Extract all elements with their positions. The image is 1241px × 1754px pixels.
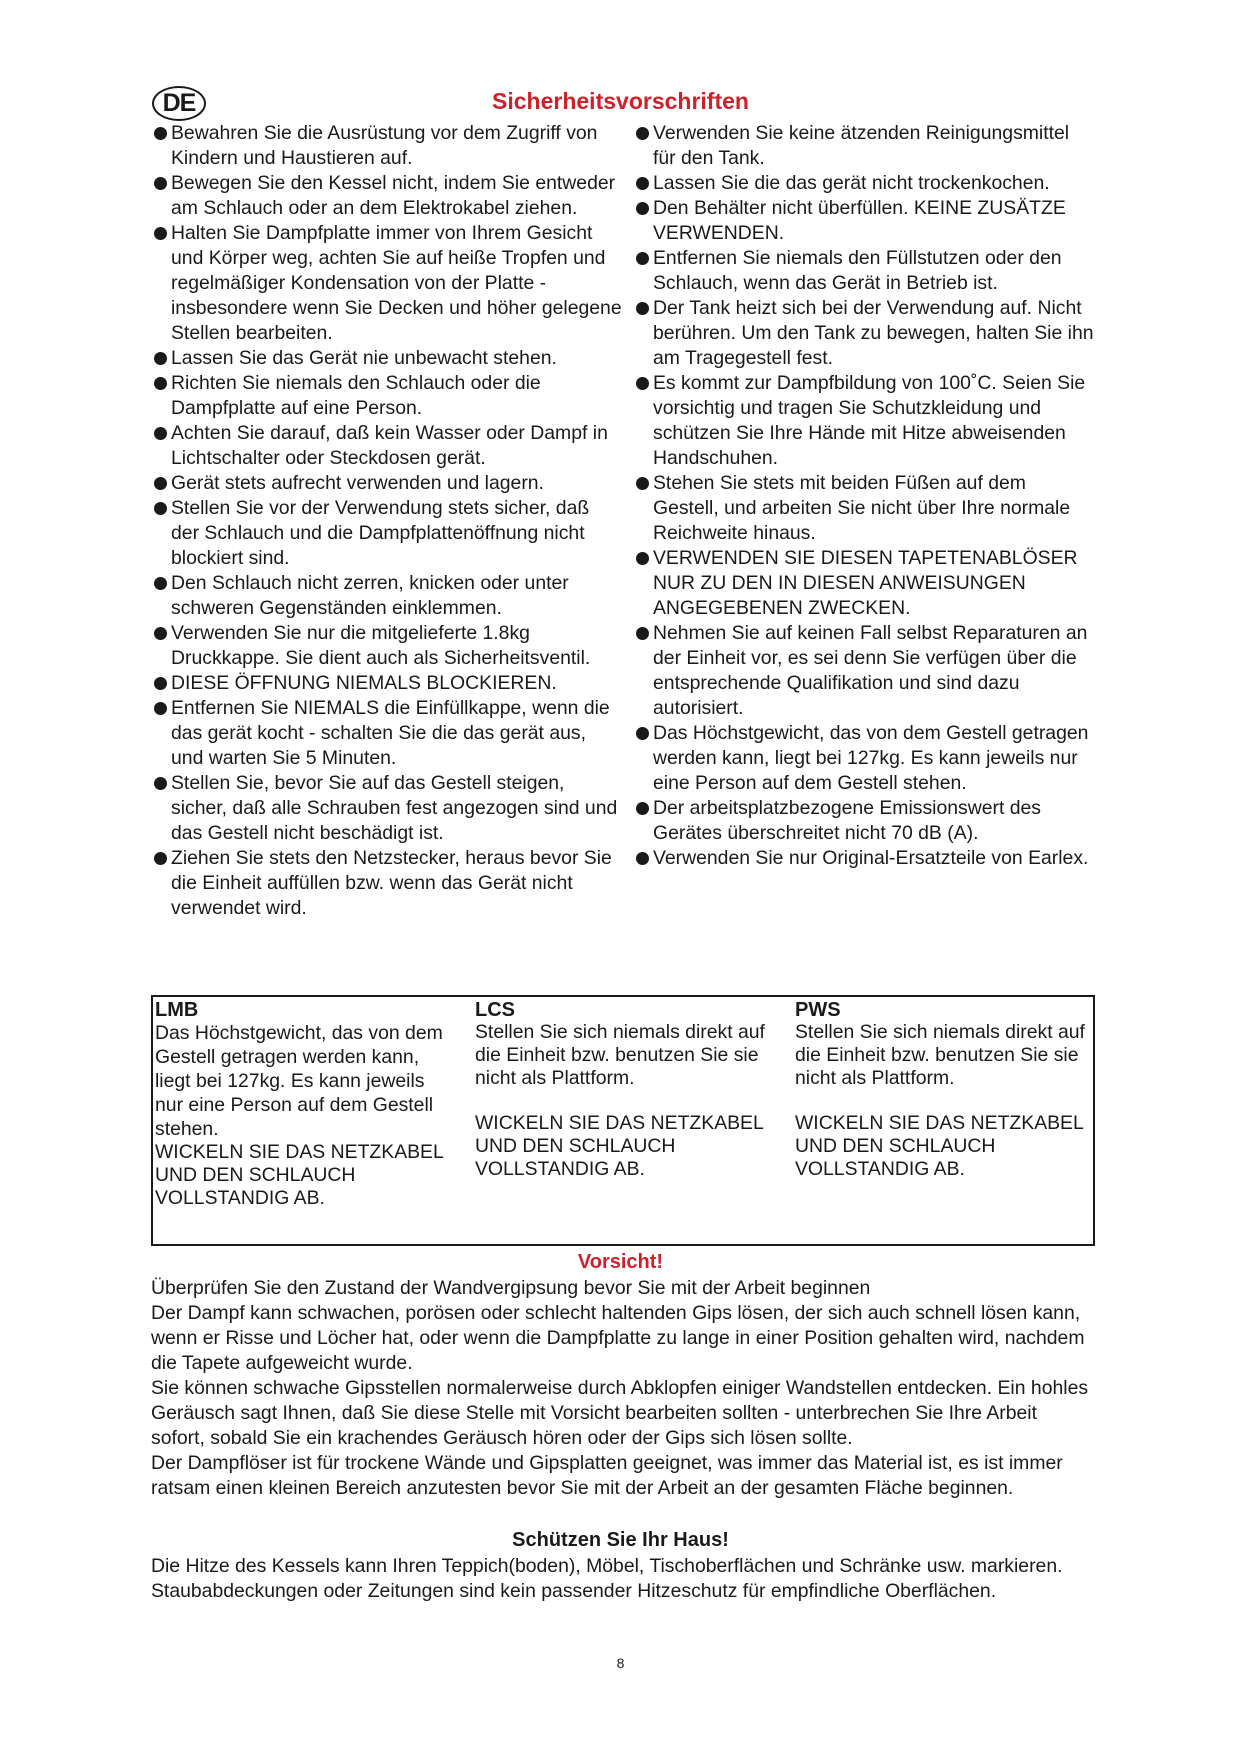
list-item: Halten Sie Dampfplatte immer von Ihrem Gesicht und Körper weg, achten Sie auf heiße Tropfen und regelmäßiger Kondensation von der Platte - insbesondere wenn Sie Decken und höher gelegene Stellen bearbeiten.	[152, 221, 622, 346]
list-item: Der arbeitsplatzbezogene Emissionswert des Gerätes überschreitet nicht 70 dB (A).	[634, 796, 1094, 846]
model-column-lcs	[475, 999, 775, 1181]
list-item: VERWENDEN SIE DIESEN TAPETENABLÖSER NUR ZU DEN IN DIESEN ANWEISUNGEN ANGEGEBENEN ZWECKEN.	[634, 546, 1094, 621]
list-item: Nehmen Sie auf keinen Fall selbst Reparaturen an der Einheit vor, es sei denn Sie verfügen über die entsprechende Qualifikation und sind dazu autorisiert.	[634, 621, 1094, 721]
model-column-pws	[795, 999, 1095, 1181]
paragraph: Der Dampflöser ist für trockene Wände und Gipsplatten geeignet, was immer das Material ist, es ist immer ratsam einen kleinen Bereich anzutesten bevor Sie mit der Arbeit an der gesamten Fläche beginnen.	[151, 1452, 1063, 1499]
model-note: Stellen Sie sich niemals direkt auf die Einheit bzw. benutzen Sie sie nicht als Plattform.	[795, 1021, 1085, 1089]
page-title: Sicherheitsvorschriften	[492, 88, 749, 114]
model-heading: LMB	[155, 999, 199, 1021]
paragraph: Staubabdeckungen oder Zeitungen sind kein passender Hitzeschutz für empfindliche Oberflächen.	[151, 1580, 997, 1602]
list-item: Verwenden Sie nur Original-Ersatzteile von Earlex.	[634, 846, 1094, 871]
list-item: Richten Sie niemals den Schlauch oder die Dampfplatte auf eine Person.	[152, 371, 622, 421]
list-item: Lassen Sie das Gerät nie unbewacht stehen.	[152, 346, 622, 371]
protect-heading: Schützen Sie Ihr Haus!	[512, 1529, 729, 1551]
model-warning: WICKELN SIE DAS NETZKABEL UND DEN SCHLAUCH VOLLSTANDIG AB.	[795, 1112, 1084, 1180]
paragraph: Überprüfen Sie den Zustand der Wandvergipsung bevor Sie mit der Arbeit beginnen	[151, 1277, 871, 1299]
list-item: Es kommt zur Dampfbildung von 100˚C. Seien Sie vorsichtig und tragen Sie Schutzkleidung und schützen Sie Ihre Hände mit Hitze abweisenden Handschuhen.	[634, 371, 1094, 471]
list-item: Verwenden Sie nur die mitgelieferte 1.8kg Druckkappe. Sie dient auch als Sicherheitsventil.	[152, 621, 622, 671]
model-warning: WICKELN SIE DAS NETZKABEL UND DEN SCHLAUCH VOLLSTANDIG AB.	[155, 1141, 444, 1209]
list-item: Stellen Sie, bevor Sie auf das Gestell steigen, sicher, daß alle Schrauben fest angezogen sind und das Gestell nicht beschädigt ist.	[152, 771, 622, 846]
paragraph: Sie können schwache Gipsstellen normalerweise durch Abklopfen einiger Wandstellen entdecken. Ein hohles Geräusch sagt Ihnen, daß Sie diese Stelle mit Vorsicht bearbeiten sollten - unterbrechen Sie Ihre Arbeit sofort, sobald Sie ein krachendes Geräusch hören oder der Gips sich lösen sollte.	[151, 1377, 1089, 1449]
paragraph: Die Hitze des Kessels kann Ihren Teppich(boden), Möbel, Tischoberflächen und Schränke usw. markieren.	[151, 1555, 1063, 1577]
list-item: Bewegen Sie den Kessel nicht, indem Sie entweder am Schlauch oder an dem Elektrokabel ziehen.	[152, 171, 622, 221]
model-note: Stellen Sie sich niemals direkt auf die Einheit bzw. benutzen Sie sie nicht als Plattform.	[475, 1021, 765, 1089]
list-item: Bewahren Sie die Ausrüstung vor dem Zugriff von Kindern und Haustieren auf.	[152, 121, 622, 171]
safety-list-left	[152, 121, 622, 921]
list-item: Verwenden Sie keine ätzenden Reinigungsmittel für den Tank.	[634, 121, 1094, 171]
model-note: Das Höchstgewicht, das von dem Gestell getragen werden kann, liegt bei 127kg. Es kann jeweils nur eine Person auf dem Gestell stehen.	[155, 1022, 443, 1140]
list-item: Den Schlauch nicht zerren, knicken oder unter schweren Gegenständen einklemmen.	[152, 571, 622, 621]
list-item: Stehen Sie stets mit beiden Füßen auf dem Gestell, und arbeiten Sie nicht über Ihre normale Reichweite hinaus.	[634, 471, 1094, 546]
protect-text	[151, 1554, 1091, 1604]
list-item: Stellen Sie vor der Verwendung stets sicher, daß der Schlauch und die Dampfplattenöffnung nicht blockiert sind.	[152, 496, 622, 571]
list-item: Der Tank heizt sich bei der Verwendung auf. Nicht berühren. Um den Tank zu bewegen, halten Sie ihn am Tragegestell fest.	[634, 296, 1094, 371]
page-number: 8	[616, 1655, 625, 1671]
caution-heading: Vorsicht!	[577, 1251, 664, 1273]
language-badge: DE	[152, 86, 206, 121]
list-item: Achten Sie darauf, daß kein Wasser oder Dampf in Lichtschalter oder Steckdosen gerät.	[152, 421, 622, 471]
paragraph: Der Dampf kann schwachen, porösen oder schlecht haltenden Gips lösen, der sich auch schnell lösen kann, wenn er Risse und Löcher hat, oder wenn die Dampfplatte zu lange in einer Position gehalten wird, nachdem die Tapete aufgeweicht wurde.	[151, 1302, 1085, 1374]
list-item: Ziehen Sie stets den Netzstecker, heraus bevor Sie die Einheit auffüllen bzw. wenn das Gerät nicht verwendet wird.	[152, 846, 622, 921]
model-heading: LCS	[475, 999, 515, 1021]
model-heading: PWS	[795, 999, 841, 1021]
caution-text	[151, 1276, 1091, 1501]
list-item: Entfernen Sie niemals den Füllstutzen oder den Schlauch, wenn das Gerät in Betrieb ist.	[634, 246, 1094, 296]
list-item: Das Höchstgewicht, das von dem Gestell getragen werden kann, liegt bei 127kg. Es kann jeweils nur eine Person auf dem Gestell stehen.	[634, 721, 1094, 796]
list-item: Den Behälter nicht überfüllen. KEINE ZUSÄTZE VERWENDEN.	[634, 196, 1094, 246]
list-item: Entfernen Sie NIEMALS die Einfüllkappe, wenn die das gerät kocht - schalten Sie die das gerät aus, und warten Sie 5 Minuten.	[152, 696, 622, 771]
model-column-lmb	[155, 999, 455, 1210]
safety-list-right	[634, 121, 1094, 871]
list-item: Gerät stets aufrecht verwenden und lagern.	[152, 471, 622, 496]
list-item: Lassen Sie die das gerät nicht trockenkochen.	[634, 171, 1094, 196]
model-warning: WICKELN SIE DAS NETZKABEL UND DEN SCHLAUCH VOLLSTANDIG AB.	[475, 1112, 764, 1180]
list-item: DIESE ÖFFNUNG NIEMALS BLOCKIEREN.	[152, 671, 622, 696]
model-notes-box	[151, 995, 1095, 1246]
